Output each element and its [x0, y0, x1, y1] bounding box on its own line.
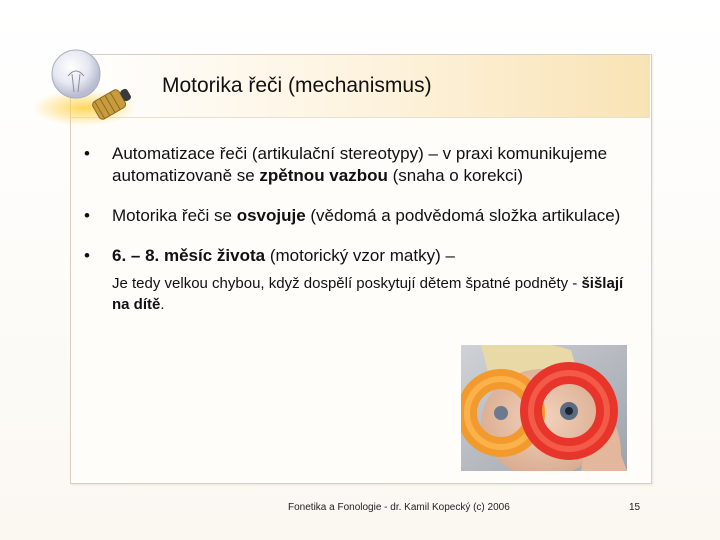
bullet-item: [84, 245, 644, 315]
bullet-text: Motorika řeči se: [112, 206, 237, 225]
light-bulb-icon: [28, 36, 148, 130]
slide-title: Motorika řeči (mechanismus): [162, 74, 432, 97]
bullet-text: (snaha o korekci): [387, 166, 523, 185]
note-text: .: [160, 296, 165, 313]
bullet-text: (motorický vzor matky) –: [265, 246, 455, 265]
bullet-list: [84, 143, 644, 333]
bullet-symbol: •: [84, 206, 90, 225]
page-number: 15: [629, 502, 641, 513]
note-emphasis: šišlají na dítě: [112, 275, 624, 313]
bullet-text: Automatizace řeči (artikulační stereotypy) – v praxi komunikujeme automatizovaně se: [112, 144, 608, 185]
bullet-emphasis: 6. – 8. měsíc života: [112, 246, 266, 265]
bullet-item: [84, 205, 644, 227]
bullet-note: [112, 273, 644, 315]
bullet-item: [84, 143, 644, 187]
bullet-emphasis: osvojuje: [236, 206, 306, 225]
child-with-rings-photo: [461, 345, 627, 471]
bullet-emphasis: zpětnou vazbou: [259, 166, 388, 185]
bullet-symbol: •: [84, 246, 90, 265]
note-text: Je tedy velkou chybou, když dospělí poskytují dětem špatné podněty -: [112, 275, 582, 292]
slide-footer: Fonetika a Fonologie - dr. Kamil Kopecký (c) 2006: [288, 502, 510, 513]
bullet-symbol: •: [84, 144, 90, 163]
bullet-text: (vědomá a podvědomá složka artikulace): [305, 206, 621, 225]
